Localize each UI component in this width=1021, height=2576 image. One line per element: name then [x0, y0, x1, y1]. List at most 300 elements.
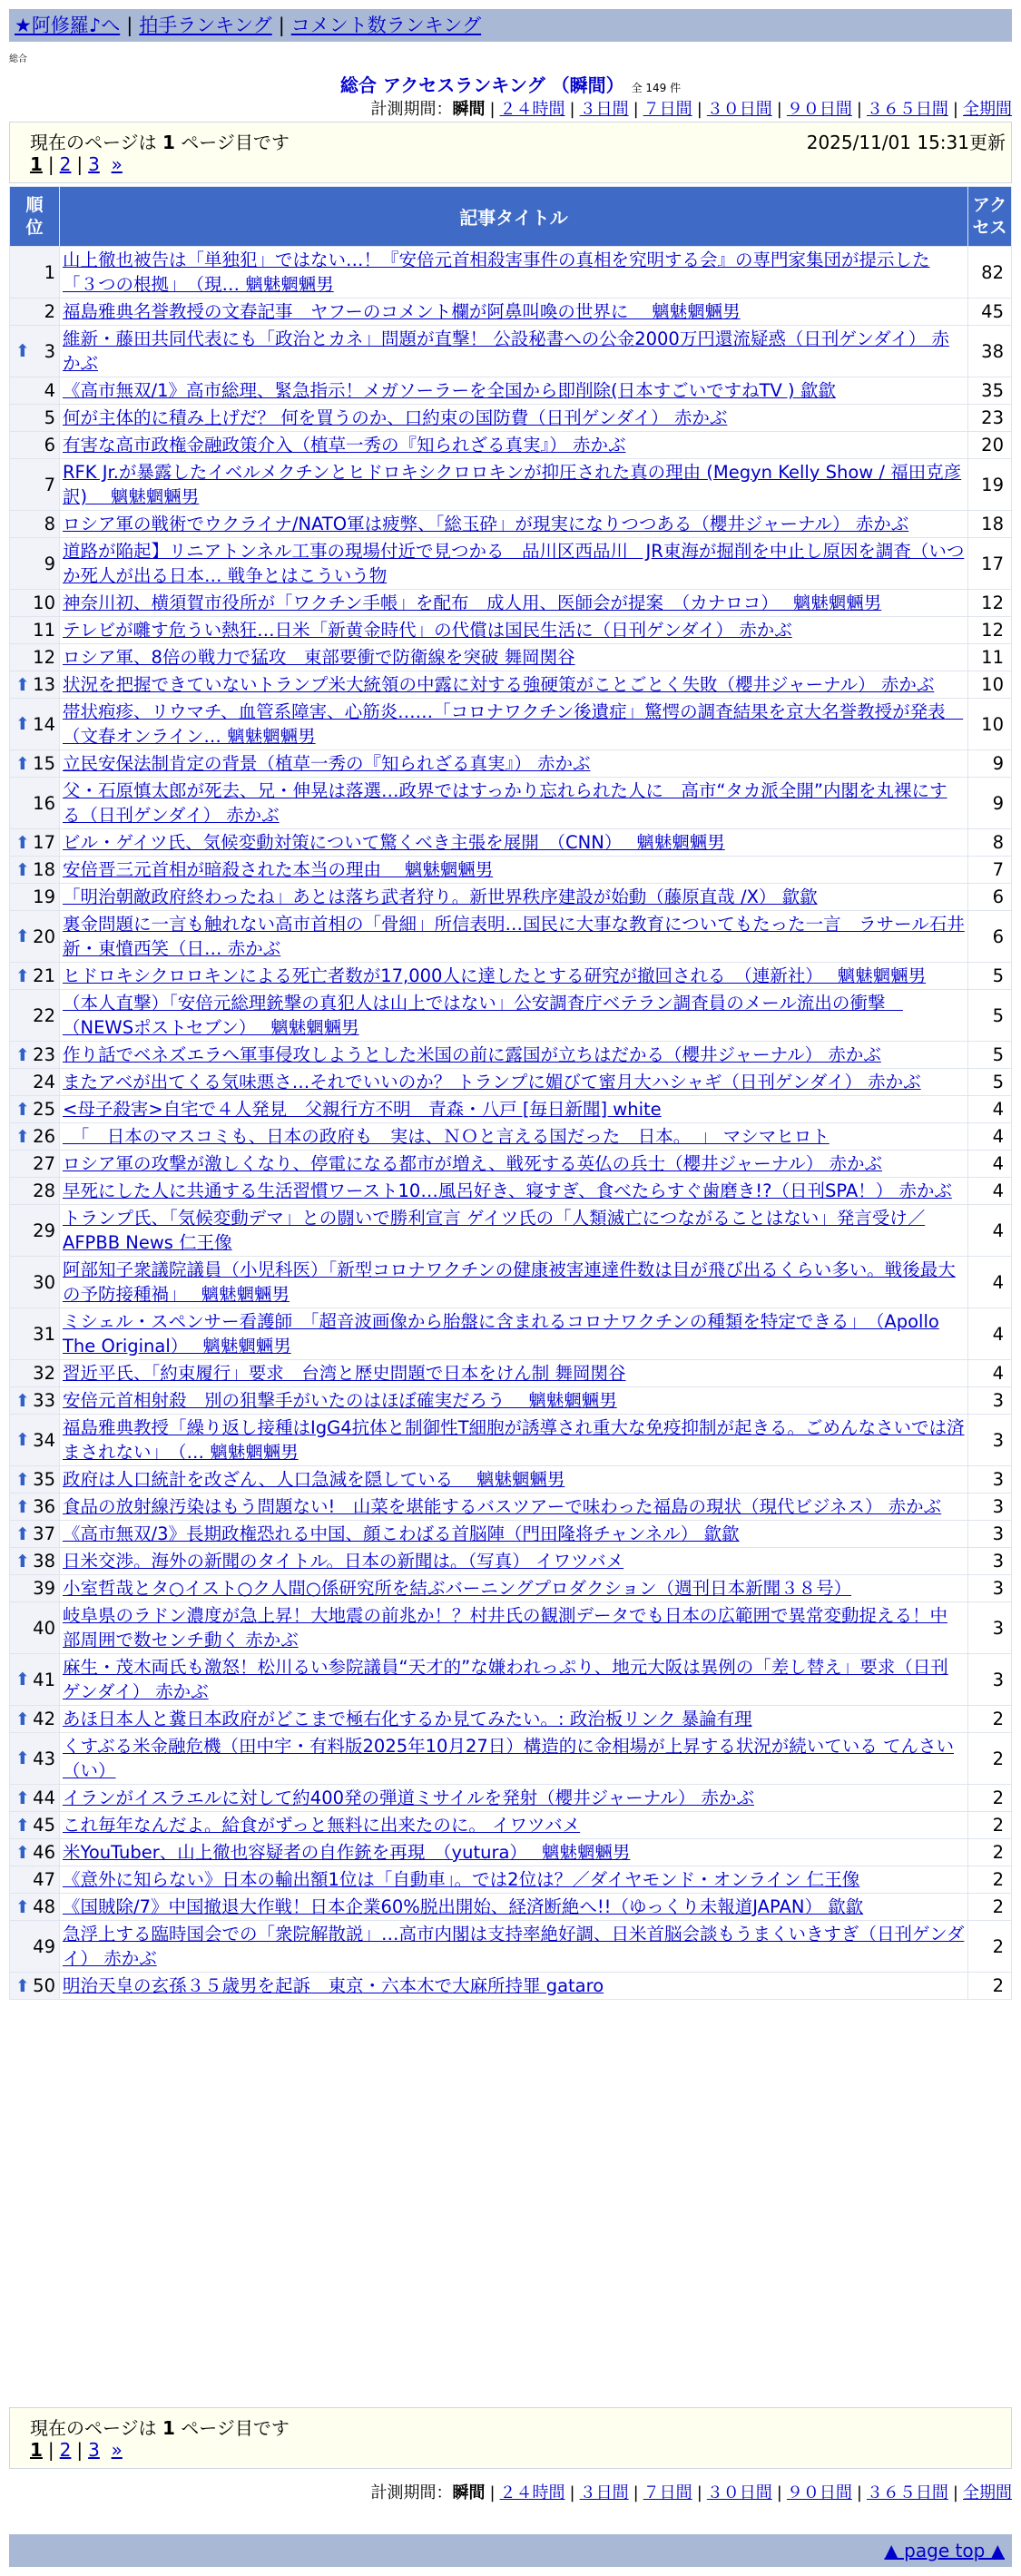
article-title-link[interactable]: 維新・藤田共同代表にも「政治とカネ」問題が直撃！ 公設秘書への公金2000万円還流疑惑（日刊ゲンダイ） 赤かぶ: [63, 328, 949, 374]
table-row: [10, 884, 1012, 911]
article-title-link[interactable]: 日米交渉。海外の新聞のタイトル。日本の新聞は。（写真） イワツバメ: [63, 1551, 624, 1572]
up-arrow-icon: ⬆: [15, 1390, 30, 1411]
table-row: [10, 778, 1012, 829]
access-count: 2: [968, 1921, 1012, 1973]
rank-number: 9: [44, 553, 55, 574]
title-cell: [60, 1415, 968, 1466]
rank-cell: [10, 1548, 60, 1575]
rank-cell: [10, 1785, 60, 1812]
access-count: 38: [968, 326, 1012, 377]
article-title-link[interactable]: 帯状疱疹、リウマチ、血管系障害、心筋炎……「コロナワクチン後遺症」驚愕の調査結果を京大名誉教授が発表 （文春オンライン… 魑魅魍魎男: [63, 701, 964, 747]
article-title-link[interactable]: 裏金問題に一言も触れない高市首相の「骨細」所信表明…国民に大事な教育についてもたった一言 ラサール石井 新・東憤西笑（日… 赤かぶ: [63, 914, 965, 959]
col-header-title: 記事タイトル: [60, 187, 968, 247]
rank-number: 1: [44, 261, 55, 283]
period-label: 計測期間：: [370, 2483, 453, 2503]
rank-cell: [10, 299, 60, 326]
title-cell: [60, 1654, 968, 1706]
page-separator: |: [47, 153, 54, 175]
article-title-link[interactable]: ロシア軍の攻撃が激しくなり、停電になる都市が増え、戦死する英仏の兵士（櫻井ジャーナル） 赤かぶ: [63, 1153, 883, 1174]
article-title-link[interactable]: くすぶる米金融危機（田中宇・有料版2025年10月27日）構造的に金相場が上昇する状況が続いている てんさい（い）: [63, 1736, 954, 1781]
article-title-link[interactable]: 米YouTuber、山上徹也容疑者の自作銃を再現 （yutura） 魑魅魍魎男: [63, 1842, 631, 1863]
table-row: [10, 1308, 1012, 1360]
rank-number: 31: [33, 1323, 55, 1345]
rank-number: 13: [33, 674, 55, 695]
rank-number: 39: [33, 1578, 55, 1599]
rank-cell: [10, 829, 60, 857]
article-title-link[interactable]: 政府は人口統計を改ざん、人口急減を隠している 魑魅魍魎男: [63, 1469, 565, 1490]
title-cell: [60, 644, 968, 671]
rank-number: 42: [33, 1709, 55, 1729]
rank-cell: [10, 671, 60, 699]
article-title-link[interactable]: 山上徹也被告は「単独犯」ではない…！『安倍元首相殺害事件の真相を究明する会』の専門家集団が提示した「３つの根拠」 （現… 魑魅魍魎男: [63, 250, 930, 295]
article-title-link[interactable]: テレビが囃す危うい熱狂…日米「新黄金時代」の代償は国民生活に（日刊ゲンダイ） 赤かぶ: [63, 620, 792, 641]
article-title-link[interactable]: （本人直撃）「安倍元総理銃撃の真犯人は山上ではない」公安調査庁ベテラン調査員のメール流出の衝撃 （NEWSポストセブン） 魑魅魍魎男: [63, 993, 903, 1038]
up-arrow-icon: ⬆: [15, 926, 30, 946]
table-row: [10, 644, 1012, 671]
rank-number: 15: [33, 753, 55, 774]
rank-cell: [10, 1654, 60, 1706]
title-cell: [60, 778, 968, 829]
title-cell: [60, 326, 968, 377]
updated-timestamp: 2025/11/01 15:31更新: [806, 132, 1006, 153]
rank-number: 43: [33, 1748, 55, 1769]
period-link-5[interactable]: ３６５日間: [866, 100, 948, 119]
nav-separator: |: [278, 15, 285, 36]
period-separator: |: [856, 2483, 862, 2503]
article-title-link[interactable]: ヒドロキシクロロキンによる死亡者数が17,000人に達したとする研究が撤回される （連新社） 魑魅魍魎男: [63, 965, 927, 986]
title-cell: [60, 405, 968, 432]
article-title-link[interactable]: 《高市無双/3》長期政権恐れる中国、顔こわばる首脳陣（門田隆将チャンネル） 歙歙: [63, 1523, 740, 1544]
table-row: [10, 1042, 1012, 1069]
table-row: [10, 617, 1012, 644]
total-count: 全 149 件: [631, 82, 682, 94]
page-separator: |: [76, 153, 83, 175]
article-title-link[interactable]: 阿部知子衆議院議員（小児科医）「新型コロナワクチンの健康被害連達件数は目が飛び出るくらい多い。戦後最大の予防接種禍」 魑魅魍魎男: [63, 1259, 956, 1305]
table-row: [10, 750, 1012, 778]
table-row: [10, 538, 1012, 590]
article-title-link[interactable]: 父・石原慎太郎が死去、兄・伸晃は落選…政界ではすっかり忘れられた人に 高市“タカ派全開”内閣を丸裸にする（日刊ゲンダイ） 赤かぶ: [63, 780, 947, 826]
title-cell: [60, 1785, 968, 1812]
article-title-link[interactable]: RFK Jr.が暴露したイベルメクチンとヒドロキシクロロキンが抑圧された真の理由 (Megyn Kelly Show / 福田克彦訳) 魑魅魍魎男: [63, 462, 962, 507]
rank-number: 23: [33, 1044, 55, 1065]
rank-number: 45: [33, 1815, 55, 1836]
up-arrow-icon: ⬆: [15, 859, 30, 880]
title-cell: [60, 590, 968, 617]
article-title-link[interactable]: またアベが出てくる気味悪さ…それでいいのか？ トランプに媚びて蜜月大ハシャギ（日刊ゲンダイ） 赤かぶ: [63, 1072, 921, 1092]
rank-cell: [10, 1894, 60, 1921]
title-cell: [60, 750, 968, 778]
period-link-1[interactable]: ３日間: [579, 2483, 629, 2503]
table-row: [10, 1548, 1012, 1575]
article-title-link[interactable]: イランがイスラエルに対して約400発の弾道ミサイルを発射（櫻井ジャーナル） 赤かぶ: [63, 1788, 754, 1808]
rank-number: 37: [33, 1523, 55, 1544]
rank-cell: [10, 1706, 60, 1733]
rank-number: 19: [33, 886, 55, 907]
title-cell: [60, 1205, 968, 1257]
period-link-2[interactable]: ７日間: [643, 100, 692, 119]
rank-number: 20: [33, 926, 55, 947]
article-title-link[interactable]: 麻生・茂木両氏も激怒！松川るい参院議員“天才的”な嫌われっぷり、地元大阪は異例の「差し替え」要求（日刊ゲンダイ） 赤かぶ: [63, 1657, 948, 1702]
access-count: 9: [968, 778, 1012, 829]
article-title-link[interactable]: 何が主体的に積み上げだ？ 何を買うのか、口約束の国防費（日刊ゲンダイ） 赤かぶ: [63, 407, 728, 428]
page-separator: |: [76, 2439, 83, 2461]
rank-number: 48: [33, 1896, 55, 1917]
period-link-3[interactable]: ３０日間: [706, 100, 772, 119]
rank-number: 46: [33, 1842, 55, 1863]
table-row: [10, 1866, 1012, 1894]
article-title-link[interactable]: 安倍晋三元首相が暗殺された本当の理由 魑魅魍魎男: [63, 859, 494, 880]
rank-cell: [10, 1415, 60, 1466]
page-title: [0, 71, 1021, 97]
table-row: [10, 829, 1012, 857]
rank-number: 50: [33, 1975, 55, 1996]
article-title-link[interactable]: これ毎年なんだよ。給食がずっと無料に出来たのに。 イワツバメ: [63, 1815, 581, 1836]
rank-cell: [10, 1360, 60, 1387]
rank-number: 21: [33, 965, 55, 986]
rank-number: 14: [33, 713, 55, 735]
up-arrow-icon: ⬆: [15, 714, 30, 734]
rank-cell: [10, 884, 60, 911]
access-count: 4: [968, 1178, 1012, 1205]
title-cell: [60, 299, 968, 326]
access-count: 11: [968, 644, 1012, 671]
article-title-link[interactable]: 作り話でベネズエラへ軍事侵攻しようとした米国の前に露国が立ちはだかる（櫻井ジャーナル） 赤かぶ: [63, 1044, 881, 1065]
up-arrow-icon: ⬆: [15, 1842, 30, 1863]
rank-cell: [10, 1257, 60, 1308]
col-header-rank: 順位: [10, 187, 60, 247]
access-count: 3: [968, 1548, 1012, 1575]
table-row: [10, 1178, 1012, 1205]
page-title-text: 総合 アクセスランキング （瞬間）: [339, 74, 624, 96]
table-row: [10, 1096, 1012, 1123]
rank-number: 6: [44, 435, 55, 455]
period-separator: |: [776, 2483, 782, 2503]
up-arrow-icon: ⬆: [15, 832, 30, 853]
rank-number: 32: [33, 1363, 55, 1384]
article-title-link[interactable]: 《高市無双/1》高市総理、緊急指示！メガソーラーを全国から即削除(日本すごいですねTV ) 歙歙: [63, 380, 836, 401]
period-link-1[interactable]: ３日間: [579, 100, 629, 119]
table-row: [10, 699, 1012, 750]
rank-cell: [10, 778, 60, 829]
table-row: [10, 1733, 1012, 1785]
title-cell: [60, 1360, 968, 1387]
period-link-5[interactable]: ３６５日間: [866, 2483, 948, 2503]
rank-cell: [10, 990, 60, 1042]
title-cell: [60, 1839, 968, 1866]
article-title-link[interactable]: 道路が陥起】リニアトンネル工事の現場付近で見つかる 品川区西品川 JR東海が掘削を中止し原因を調査（いつか死人が出る日本… 戦争とはこういう物: [63, 541, 965, 586]
access-count: 5: [968, 990, 1012, 1042]
title-cell: [60, 459, 968, 511]
period-link-2[interactable]: ７日間: [643, 2483, 692, 2503]
period-current: 瞬間: [452, 2483, 486, 2503]
up-arrow-icon: ⬆: [15, 341, 30, 361]
rank-cell: [10, 750, 60, 778]
article-title-link[interactable]: 安倍元首相射殺 別の狙撃手がいたのはほぼ確実だろう 魑魅魍魎男: [63, 1390, 617, 1411]
period-link-3[interactable]: ３０日間: [706, 2483, 772, 2503]
table-row: [10, 1387, 1012, 1415]
next-page-link[interactable]: »: [111, 2439, 123, 2461]
page-current: 1: [30, 153, 43, 175]
period-link-4[interactable]: ９０日間: [786, 2483, 852, 2503]
article-title-link[interactable]: トランプ氏、「気候変動デマ」との闘いで勝利宣言 ゲイツ氏の「人類滅亡につながることはない」発言受け／AFPBB News 仁王像: [63, 1208, 926, 1253]
access-count: 6: [968, 884, 1012, 911]
period-link-0[interactable]: ２４時間: [499, 2483, 565, 2503]
article-title-link[interactable]: 早死にした人に共通する生活習慣ワースト10…風呂好き、寝すぎ、食べたらすぐ歯磨き!?（日刊SPA！） 赤かぶ: [63, 1180, 952, 1201]
access-count: 2: [968, 1706, 1012, 1733]
up-arrow-icon: ⬆: [15, 753, 30, 774]
rank-cell: [10, 1069, 60, 1096]
access-count: 45: [968, 299, 1012, 326]
nav-link-clap-ranking[interactable]: 拍手ランキング: [139, 15, 272, 36]
page-link-2[interactable]: 2: [59, 2439, 72, 2461]
table-row: [10, 1205, 1012, 1257]
article-title-link[interactable]: 福島雅典教授「繰り返し接種はIgG4抗体と制御性T細胞が誘導され重大な免疫抑制が起きる。ごめんなさいでは済まされない」 （… 魑魅魍魎男: [63, 1417, 965, 1463]
rank-number: 34: [33, 1429, 55, 1451]
page-link-3[interactable]: 3: [88, 2439, 100, 2461]
page-current: 1: [30, 2439, 43, 2461]
article-title-link[interactable]: 状況を把握できていないトランプ米大統領の中露に対する強硬策がことごとく失敗（櫻井ジャーナル） 赤かぶ: [63, 674, 935, 695]
access-count: 5: [968, 1042, 1012, 1069]
table-row: [10, 247, 1012, 299]
table-row: [10, 1602, 1012, 1654]
rank-number: 3: [44, 340, 55, 362]
table-row: [10, 432, 1012, 459]
access-count: 19: [968, 459, 1012, 511]
article-title-link[interactable]: 立民安保法制肯定の背景（植草一秀の『知られざる真実』） 赤かぶ: [63, 753, 591, 774]
up-arrow-icon: ⬆: [15, 1469, 30, 1490]
up-arrow-icon: ⬆: [15, 1896, 30, 1917]
article-title-link[interactable]: 小室哲哉とタ○イスト○ク人間○係研究所を結ぶバーニングプロダクション（週刊日本新聞３８号）: [63, 1578, 852, 1599]
table-row: [10, 326, 1012, 377]
access-count: 6: [968, 911, 1012, 963]
col-header-access: アクセス: [968, 187, 1012, 247]
title-cell: [60, 1521, 968, 1548]
table-row: [10, 1466, 1012, 1494]
title-cell: [60, 617, 968, 644]
article-title-link[interactable]: 明治天皇の玄孫３５歳男を起訴 東京・六本木で大麻所持罪 gataro: [63, 1975, 604, 1996]
title-cell: [60, 1096, 968, 1123]
page-top-link[interactable]: ▲ page top ▲: [884, 2540, 1005, 2561]
rank-number: 8: [44, 514, 55, 534]
table-row: [10, 1494, 1012, 1521]
rank-number: 18: [33, 859, 55, 880]
title-cell: [60, 1733, 968, 1785]
rank-cell: [10, 1521, 60, 1548]
rank-cell: [10, 459, 60, 511]
rank-number: 38: [33, 1551, 55, 1572]
period-separator: |: [952, 2483, 958, 2503]
article-title-link[interactable]: 急浮上する臨時国会での「衆院解散説」…高市内閣は支持率絶好調、日米首脳会談もうまくいきすぎ（日刊ゲンダイ） 赤かぶ: [63, 1924, 965, 1969]
title-cell: [60, 511, 968, 538]
article-title-link[interactable]: 《意外に知らない》日本の輸出額1位は「自動車」。では2位は？／ダイヤモンド・オンライン 仁王像: [63, 1869, 860, 1890]
title-cell: [60, 1973, 968, 2000]
access-count: 2: [968, 1812, 1012, 1839]
title-cell: [60, 1602, 968, 1654]
access-count: 18: [968, 511, 1012, 538]
access-count: 82: [968, 247, 1012, 299]
access-count: 35: [968, 377, 1012, 405]
table-row: [10, 990, 1012, 1042]
access-count: 7: [968, 857, 1012, 884]
access-count: 3: [968, 1494, 1012, 1521]
access-count: 2: [968, 1733, 1012, 1785]
table-row: [10, 299, 1012, 326]
rank-cell: [10, 1733, 60, 1785]
access-count: 5: [968, 963, 1012, 990]
title-cell: [60, 857, 968, 884]
up-arrow-icon: ⬆: [15, 1670, 30, 1690]
access-count: 4: [968, 1096, 1012, 1123]
title-cell: [60, 1575, 968, 1602]
up-arrow-icon: ⬆: [15, 1551, 30, 1572]
access-count: 2: [968, 1894, 1012, 1921]
rank-number: 40: [33, 1617, 55, 1639]
period-separator: |: [633, 100, 639, 119]
access-count: 4: [968, 1257, 1012, 1308]
period-separator: |: [489, 100, 496, 119]
access-count: 4: [968, 1123, 1012, 1151]
page-link-3[interactable]: 3: [88, 153, 100, 175]
next-page-link[interactable]: »: [111, 153, 123, 175]
title-cell: [60, 671, 968, 699]
rank-cell: [10, 963, 60, 990]
access-count: 2: [968, 1839, 1012, 1866]
up-arrow-icon: ⬆: [15, 1523, 30, 1544]
ranking-table: [9, 186, 1012, 2000]
table-row: [10, 405, 1012, 432]
rank-cell: [10, 1151, 60, 1178]
article-title-link[interactable]: あほ日本人と糞日本政府がどこまで極右化するか見てみたい。: 政治板リンク 暴論有理: [63, 1709, 752, 1729]
up-arrow-icon: ⬆: [15, 1126, 30, 1147]
table-row: [10, 1360, 1012, 1387]
rank-cell: [10, 1466, 60, 1494]
period-current: 瞬間: [452, 100, 486, 119]
table-row: [10, 590, 1012, 617]
rank-number: 11: [33, 620, 55, 641]
article-title-link[interactable]: 福島雅典名誉教授の文春記事 ヤフーのコメント欄が阿鼻叫喚の世界に 魑魅魍魎男: [63, 301, 741, 322]
article-title-link[interactable]: ミシェル・スペンサー看護師 「超音波画像から胎盤に含まれるコロナワクチンの種類を特定できる」 （Apollo The Original） 魑魅魍魎男: [63, 1311, 939, 1357]
access-count: 2: [968, 1973, 1012, 2000]
access-count: 12: [968, 617, 1012, 644]
title-cell: [60, 884, 968, 911]
table-row: [10, 1257, 1012, 1308]
rank-cell: [10, 405, 60, 432]
access-count: 3: [968, 1387, 1012, 1415]
up-arrow-icon: ⬆: [15, 1496, 30, 1517]
period-link-0[interactable]: ２４時間: [499, 100, 565, 119]
title-cell: [60, 990, 968, 1042]
up-arrow-icon: ⬆: [15, 1044, 30, 1065]
title-cell: [60, 699, 968, 750]
title-cell: [60, 1812, 968, 1839]
rank-number: 7: [44, 474, 55, 495]
rank-cell: [10, 1921, 60, 1973]
access-count: 3: [968, 1575, 1012, 1602]
up-arrow-icon: ⬆: [15, 1099, 30, 1120]
page-separator: |: [47, 2439, 54, 2461]
period-link-6[interactable]: 全期間: [963, 100, 1012, 119]
period-separator: |: [856, 100, 862, 119]
article-title-link[interactable]: 食品の放射線汚染はもう問題ない! 山菜を堪能するバスツアーで味わった福島の現状（現代ビジネス） 赤かぶ: [63, 1496, 942, 1517]
rank-cell: [10, 1973, 60, 2000]
rank-number: 5: [44, 407, 55, 428]
top-nav-bar: [9, 9, 1012, 42]
title-cell: [60, 377, 968, 405]
title-cell: [60, 1894, 968, 1921]
access-count: 3: [968, 1521, 1012, 1548]
table-row: [10, 1812, 1012, 1839]
nav-link-asyura[interactable]: ★阿修羅♪へ: [15, 15, 121, 36]
article-title-link[interactable]: <母子殺害>自宅で４人発見 父親行方不明 青森・八戸 [毎日新聞] white: [63, 1099, 662, 1120]
table-row: [10, 1894, 1012, 1921]
article-title-link[interactable]: 神奈川初、横須賀市役所が「ワクチン手帳」を配布 成人用、医師会が提案 （カナロコ） 魑魅魍魎男: [63, 593, 882, 613]
rank-cell: [10, 1494, 60, 1521]
article-title-link[interactable]: ロシア軍の戦術でウクライナ/NATO軍は疲弊、「総玉砕」が現実になりつつある（櫻井ジャーナル） 赤かぶ: [63, 514, 909, 534]
title-cell: [60, 1151, 968, 1178]
article-title-link[interactable]: 「明治朝敵政府終わったね」あとは落ち武者狩り。新世界秩序建設が始動（藤原直哉 /X） 歙歙: [63, 886, 818, 907]
rank-number: 47: [33, 1869, 55, 1890]
access-count: 2: [968, 1866, 1012, 1894]
rank-cell: [10, 1866, 60, 1894]
rank-cell: [10, 1178, 60, 1205]
rank-cell: [10, 1839, 60, 1866]
article-title-link[interactable]: ロシア軍、8倍の戦力で猛攻 東部要衝で防衛線を突破 舞岡関谷: [63, 647, 575, 668]
rank-number: 25: [33, 1099, 55, 1120]
nav-link-comment-ranking[interactable]: コメント数ランキング: [290, 15, 482, 36]
article-title-link[interactable]: 習近平氏、「約束履行」要求 台湾と歴史問題で日本をけん制 舞岡関谷: [63, 1363, 626, 1384]
article-title-link[interactable]: 有害な高市政権金融政策介入（植草一秀の『知られざる真実』） 赤かぶ: [63, 435, 626, 455]
table-header-row: [10, 187, 1012, 247]
category-label: 総合: [9, 54, 27, 64]
title-cell: [60, 1866, 968, 1894]
table-row: [10, 1575, 1012, 1602]
page-links: [30, 153, 123, 175]
access-count: 3: [968, 1466, 1012, 1494]
access-count: 3: [968, 1415, 1012, 1466]
title-cell: [60, 1178, 968, 1205]
bottom-bar: [9, 2534, 1012, 2567]
period-separator: |: [489, 2483, 496, 2503]
article-title-link[interactable]: 「 日本のマスコミも、日本の政府も 実は、ＮＯと言える国だった 日本。 」 マシマヒロト: [63, 1126, 830, 1147]
article-title-link[interactable]: 岐阜県のラドン濃度が急上昇！大地震の前兆か！？村井氏の観測データでも日本の広範囲で異常変動捉える！中部周囲で数センチ動く 赤かぶ: [63, 1605, 948, 1650]
rank-cell: [10, 911, 60, 963]
period-separator: |: [696, 2483, 702, 2503]
period-selector-bottom: [370, 2480, 1012, 2503]
rank-number: 12: [33, 647, 55, 668]
rank-number: 16: [33, 792, 55, 814]
rank-number: 24: [33, 1072, 55, 1092]
title-cell: [60, 1308, 968, 1360]
pager-top: [9, 122, 1012, 183]
up-arrow-icon: ⬆: [15, 1975, 30, 1996]
rank-number: 33: [33, 1390, 55, 1411]
article-title-link[interactable]: ビル・ゲイツ氏、気候変動対策について驚くべき主張を展開 （CNN） 魑魅魍魎男: [63, 832, 725, 853]
title-cell: [60, 963, 968, 990]
access-count: 4: [968, 1308, 1012, 1360]
period-link-6[interactable]: 全期間: [963, 2483, 1012, 2503]
period-link-4[interactable]: ９０日間: [786, 100, 852, 119]
rank-number: 29: [33, 1219, 55, 1241]
rank-number: 4: [44, 380, 55, 401]
access-count: 2: [968, 1785, 1012, 1812]
rank-number: 36: [33, 1496, 55, 1517]
period-label: 計測期間：: [370, 100, 453, 119]
title-cell: [60, 829, 968, 857]
article-title-link[interactable]: 《国賊除/7》中国撤退大作戦！日本企業60%脱出開始、経済断絶へ!!（ゆっくり未報道JAPAN） 歙歙: [63, 1896, 864, 1917]
rank-number: 10: [33, 593, 55, 613]
period-separator: |: [569, 100, 575, 119]
page-link-2[interactable]: 2: [59, 153, 72, 175]
